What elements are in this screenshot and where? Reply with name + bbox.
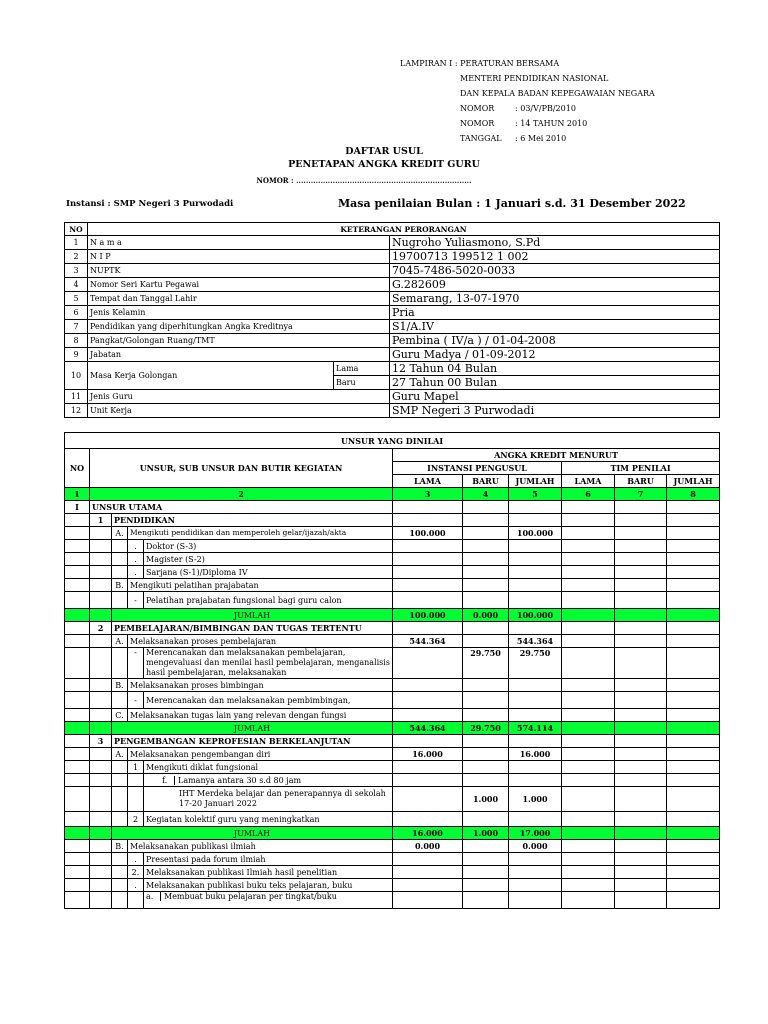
table-row <box>65 692 720 709</box>
lama-value: 12 Tahun 04 Bulan <box>390 362 720 376</box>
lampiran-label: LAMPIRAN I : <box>400 59 458 68</box>
row-label: IHT Merdeka belajar dan penerapannya di sekolah 17-20 Januari 2022 <box>144 787 393 812</box>
row-label: Jabatan <box>88 348 390 362</box>
row-marker: 2. <box>128 866 144 879</box>
table-row <box>65 334 720 348</box>
table-row <box>65 892 720 909</box>
row-no: 2 <box>65 250 88 264</box>
table-row <box>65 579 720 592</box>
header-instansi: INSTANSI PENGUSUL <box>393 462 562 475</box>
row-label-cell <box>144 774 393 787</box>
row-no: 6 <box>65 306 88 320</box>
value-jumlah: 0.000 <box>509 840 562 853</box>
row-value: S1/A.IV <box>390 320 720 334</box>
row-marker: A. <box>112 748 128 761</box>
row-marker: B. <box>112 579 128 592</box>
row-value: SMP Negeri 3 Purwodadi <box>390 404 720 418</box>
value-lama: 16.000 <box>393 748 463 761</box>
row-value: Pembina ( IV/a ) / 01-04-2008 <box>390 334 720 348</box>
doc-subtitle: PENETAPAN ANGKA KREDIT GURU <box>288 159 480 170</box>
row-label: Unit Kerja <box>88 404 390 418</box>
jumlah-label: JUMLAH <box>112 722 393 735</box>
header-jumlah: JUMLAH <box>667 475 720 488</box>
col-number: 2 <box>90 488 393 501</box>
table-row <box>65 853 720 866</box>
row-label: Merencanakan dan melaksanakan pembimbingan, <box>144 692 393 709</box>
row-label: N a m a <box>88 236 390 250</box>
col-number: 4 <box>463 488 509 501</box>
row-label: Melaksanakan proses bimbingan <box>128 679 393 692</box>
row-value: Semarang, 13-07-1970 <box>390 292 720 306</box>
row-no: 5 <box>65 292 88 306</box>
row-no: 1 <box>65 236 88 250</box>
table-row <box>65 527 720 540</box>
row-marker: . <box>128 553 144 566</box>
table-row <box>65 748 720 761</box>
table-row <box>65 236 720 250</box>
row-label: N I P <box>88 250 390 264</box>
jumlah-baru: 1.000 <box>463 827 509 840</box>
row-label: Tempat dan Tanggal Lahir <box>88 292 390 306</box>
row-label: Presentasi pada forum ilmiah <box>144 853 393 866</box>
baru-value: 27 Tahun 00 Bulan <box>390 376 720 390</box>
row-label: PENGEMBANGAN KEPROFESIAN BERKELANJUTAN <box>112 735 393 748</box>
lampiran-line3: DAN KEPALA BADAN KEPEGAWAIAN NEGARA <box>460 89 655 98</box>
table-row <box>65 278 720 292</box>
lampiran-line2: MENTERI PENDIDIKAN NASIONAL <box>460 74 609 83</box>
table-row <box>65 404 720 418</box>
doc-nomor: NOMOR : ........................................................................ <box>256 176 472 185</box>
row-marker: - <box>128 692 144 709</box>
row-label: Sarjana (S-1)/Diploma IV <box>144 566 393 579</box>
jumlah-lama: 544.364 <box>393 722 463 735</box>
row-no: I <box>65 501 90 514</box>
table-row <box>65 622 720 635</box>
value-jumlah: 16.000 <box>509 748 562 761</box>
header-butir: UNSUR, SUB UNSUR DAN BUTIR KEGIATAN <box>90 449 393 488</box>
tanggal-label: TANGGAL <box>460 134 502 143</box>
row-label: Melaksanakan proses pembelajaran <box>128 635 393 648</box>
instansi-label: Instansi : SMP Negeri 3 Purwodadi <box>66 199 234 209</box>
nomor-value: : 14 TAHUN 2010 <box>515 119 588 128</box>
table-row <box>65 250 720 264</box>
jumlah-lama: 16.000 <box>393 827 463 840</box>
col-number: 3 <box>393 488 463 501</box>
row-label: Jenis Kelamin <box>88 306 390 320</box>
row-no: 8 <box>65 334 88 348</box>
jumlah-row <box>65 609 720 622</box>
table-row <box>65 635 720 648</box>
value-jumlah: 29.750 <box>509 648 562 679</box>
header-angka: ANGKA KREDIT MENURUT <box>393 449 720 462</box>
row-label: Pelatihan prajabatan fungsional bagi guru calon <box>144 592 393 609</box>
row-label: Kegiatan kolektif guru yang meningkatkan <box>144 812 393 827</box>
row-label: Melaksanakan pengembangan diri <box>128 748 393 761</box>
nomor-value: : 03/V/PB/2010 <box>515 104 576 113</box>
table-row <box>65 553 720 566</box>
row-marker: A. <box>112 635 128 648</box>
row-no: 3 <box>65 264 88 278</box>
header-baru: BARU <box>463 475 509 488</box>
jumlah-row <box>65 827 720 840</box>
row-no: 4 <box>65 278 88 292</box>
keterangan-table <box>64 222 720 418</box>
row-value: Pria <box>390 306 720 320</box>
header-baru: BARU <box>615 475 667 488</box>
row-marker: f. <box>162 776 175 785</box>
table-row <box>65 514 720 527</box>
header-no: NO <box>65 449 90 488</box>
row-label: Masa Kerja Golongan <box>88 362 334 390</box>
jumlah-total: 100.000 <box>509 609 562 622</box>
header-keterangan: KETERANGAN PERORANGAN <box>88 223 720 236</box>
row-value: Guru Mapel <box>390 390 720 404</box>
row-value: Guru Madya / 01-09-2012 <box>390 348 720 362</box>
row-marker: - <box>128 592 144 609</box>
row-label: Mengikuti diklat fungsional <box>144 761 393 774</box>
lama-label: Lama <box>334 362 390 376</box>
row-marker: . <box>128 566 144 579</box>
column-number-row <box>65 488 720 501</box>
row-value: G.282609 <box>390 278 720 292</box>
row-label: Mengikuti pendidikan dan memperoleh gelar/ijazah/akta <box>128 527 393 540</box>
row-no: 2 <box>90 622 112 635</box>
lampiran-header <box>400 56 655 146</box>
table-row <box>65 840 720 853</box>
row-label: Pangkat/Golongan Ruang/TMT <box>88 334 390 348</box>
value-baru: 1.000 <box>463 787 509 812</box>
row-label: Melaksanakan tugas lain yang relevan dengan fungsi <box>128 709 393 722</box>
jumlah-lama: 100.000 <box>393 609 463 622</box>
table-row <box>65 774 720 787</box>
lampiran-text: PERATURAN BERSAMA <box>460 59 560 68</box>
row-value: Nugroho Yuliasmono, S.Pd <box>390 236 720 250</box>
row-label: Membuat buku pelajaran per tingkat/buku <box>164 892 337 901</box>
table-row <box>65 348 720 362</box>
row-label: Jenis Guru <box>88 390 390 404</box>
table-row <box>65 648 720 679</box>
jumlah-row <box>65 722 720 735</box>
value-lama: 544.364 <box>393 635 463 648</box>
value-jumlah: 1.000 <box>509 787 562 812</box>
row-marker: C. <box>112 709 128 722</box>
table-row <box>65 761 720 774</box>
table-row <box>65 866 720 879</box>
row-label: Lamanya antara 30 s.d 80 jam <box>178 775 302 785</box>
row-marker: B. <box>112 679 128 692</box>
header-tim: TIM PENILAI <box>562 462 720 475</box>
row-no: 1 <box>90 514 112 527</box>
row-no: 10 <box>65 362 88 390</box>
value-jumlah: 544.364 <box>509 635 562 648</box>
value-lama: 100.000 <box>393 527 463 540</box>
baru-label: Baru <box>334 376 390 390</box>
value-lama: 0.000 <box>393 840 463 853</box>
header-lama: LAMA <box>562 475 615 488</box>
row-marker: . <box>128 540 144 553</box>
row-label: PENDIDIKAN <box>112 514 393 527</box>
row-label: Melaksanakan publikasi Ilmiah hasil penelitian <box>144 866 393 879</box>
table-row <box>65 540 720 553</box>
jumlah-baru: 29.750 <box>463 722 509 735</box>
jumlah-total: 17.000 <box>509 827 562 840</box>
table-row <box>65 735 720 748</box>
row-marker: A. <box>112 527 128 540</box>
masa-penilaian: Masa penilaian Bulan : 1 Januari s.d. 31 Desember 2022 <box>338 197 686 210</box>
row-label: UNSUR UTAMA <box>90 501 393 514</box>
table-row <box>65 787 720 812</box>
row-label: NUPTK <box>88 264 390 278</box>
row-label: PEMBELAJARAN/BIMBINGAN DAN TUGAS TERTENTU <box>112 622 393 635</box>
table-row <box>65 592 720 609</box>
row-value: 7045-7486-5020-0033 <box>390 264 720 278</box>
row-label: Merencanakan dan melaksanakan pembelajaran, mengevaluasi dan menilai hasil pembelajaran, menganalisis hasil pembelajaran, melaksanakan <box>144 648 393 679</box>
row-value: 19700713 199512 1 002 <box>390 250 720 264</box>
row-label: Nomor Seri Kartu Pegawai <box>88 278 390 292</box>
col-number: 5 <box>509 488 562 501</box>
jumlah-baru: 0.000 <box>463 609 509 622</box>
table-row <box>65 320 720 334</box>
header-unsur: UNSUR YANG DINILAI <box>65 433 720 449</box>
row-no: 12 <box>65 404 88 418</box>
row-no: 9 <box>65 348 88 362</box>
table-row <box>65 292 720 306</box>
table-row <box>65 390 720 404</box>
row-marker: B. <box>112 840 128 853</box>
row-marker: . <box>128 853 144 866</box>
row-marker: 2 <box>128 812 144 827</box>
row-label: Doktor (S-3) <box>144 540 393 553</box>
table-row <box>65 679 720 692</box>
table-row <box>65 879 720 892</box>
col-number: 7 <box>615 488 667 501</box>
header-lama: LAMA <box>393 475 463 488</box>
jumlah-label: JUMLAH <box>112 827 393 840</box>
table-row <box>65 709 720 722</box>
table-row <box>65 501 720 514</box>
col-number: 8 <box>667 488 720 501</box>
col-number: 6 <box>562 488 615 501</box>
table-row <box>65 362 720 376</box>
row-no: 3 <box>90 735 112 748</box>
table-row <box>65 566 720 579</box>
nomor-label: NOMOR <box>460 104 495 113</box>
row-no: 11 <box>65 390 88 404</box>
tanggal-value: : 6 Mei 2010 <box>515 134 567 143</box>
row-marker: 1 <box>128 761 144 774</box>
table-row <box>65 264 720 278</box>
row-label-cell <box>144 892 393 909</box>
row-label: Mengikuti pelatihan prajabatan <box>128 579 393 592</box>
table-row <box>65 812 720 827</box>
col-number: 1 <box>65 488 90 501</box>
row-label: Magister (S-2) <box>144 553 393 566</box>
jumlah-label: JUMLAH <box>112 609 393 622</box>
row-label: Pendidikan yang diperhitungkan Angka Kreditnya <box>88 320 390 334</box>
row-marker: . <box>128 879 144 892</box>
unsur-table <box>64 432 720 909</box>
doc-title: DAFTAR USUL <box>345 146 423 157</box>
row-marker: a. <box>146 892 161 901</box>
row-marker: - <box>128 648 144 679</box>
row-label: Melaksanakan publikasi buku teks pelajaran, buku <box>144 879 393 892</box>
value-jumlah: 100.000 <box>509 527 562 540</box>
row-no: 7 <box>65 320 88 334</box>
value-baru: 29.750 <box>463 648 509 679</box>
row-label: Melaksanakan publikasi ilmiah <box>128 840 393 853</box>
header-jumlah: JUMLAH <box>509 475 562 488</box>
nomor-label: NOMOR <box>460 119 495 128</box>
jumlah-total: 574.114 <box>509 722 562 735</box>
table-row <box>65 306 720 320</box>
header-no: NO <box>65 223 88 236</box>
